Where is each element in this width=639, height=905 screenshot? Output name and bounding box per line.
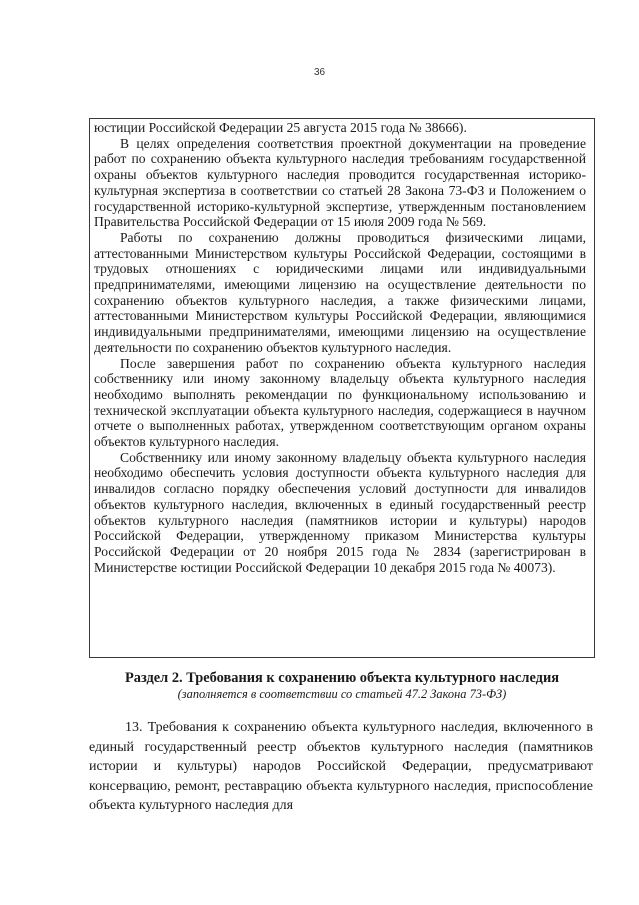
paragraph-continuation: юстиции Российской Федерации 25 августа 2015 года № 38666). xyxy=(94,120,467,135)
paragraph-accessibility: Собственнику или иному законному владельцу объекта культурного наследия необходимо обеспечить условия доступности объекта культурного наследия для инвалидов согласно порядку обеспечения условий доступности для инвалидов объектов культурного наследия, включенных в единый государственный реестр объектов культурного наследия (памятников истории и культуры) народов Российской Федерации, утвержденному приказом Министерства культуры Российской Федерации от 20 ноября 2015 года № 2834 (зарегистрирован в Министерстве юстиции Российской Федерации 10 декабря 2015 года № 40073). xyxy=(94,449,586,575)
section-title: Раздел 2. Требования к сохранению объекта культурного наследия xyxy=(124,670,560,686)
page-number: 36 xyxy=(313,67,326,78)
paragraph-expertise: В целях определения соответствия проектной документации на проведение работ по сохранению объекта культурного наследия требованиям государственной охраны объектов культурного наследия проводится государственная историко-культурная экспертиза в соответствии со статьей 28 Закона 73-ФЗ и Положением о государственной историко-культурной экспертизе, утвержденным постановлением Правительства Российской Федерации от 15 июля 2009 года № 569. xyxy=(94,135,586,230)
section-subtitle: (заполняется в соответствии со статьей 47.2 Закона 73-ФЗ) xyxy=(177,687,507,701)
bordered-text-block xyxy=(89,118,595,658)
clause-13: 13. Требования к сохранению объекта культурного наследия, включенного в единый государственный реестр объектов культурного наследия (памятников истории и культуры) народов Российской Федерации, предусматривают консервацию, ремонт, реставрацию объекта культурного наследия, приспособление объекта культурного наследия для xyxy=(89,720,593,814)
paragraph-workers: Работы по сохранению должны проводиться физическими лицами, аттестованными Министерством культуры Российской Федерации, состоящими в трудовых отношениях с юридическими лицами или индивидуальными предпринимателями, имеющими лицензию на осуществление деятельности по сохранению объектов культурного наследия, а также физическими лицами, аттестованными Министерством культуры Российской Федерации, являющимися индивидуальными предпринимателями, имеющими лицензию на осуществление деятельности по сохранению объектов культурного наследия. xyxy=(94,229,586,355)
section-header xyxy=(89,670,595,702)
paragraph-after-works: После завершения работ по сохранению объекта культурного наследия собственнику или иному законному владельцу объекта культурного наследия необходимо выполнять рекомендации по функциональному использованию и технической эксплуатации объекта культурного наследия, содержащиеся в научном отчете о выполненных работах, утвержденном соответствующим органом охраны объектов культурного наследия. xyxy=(94,355,586,450)
